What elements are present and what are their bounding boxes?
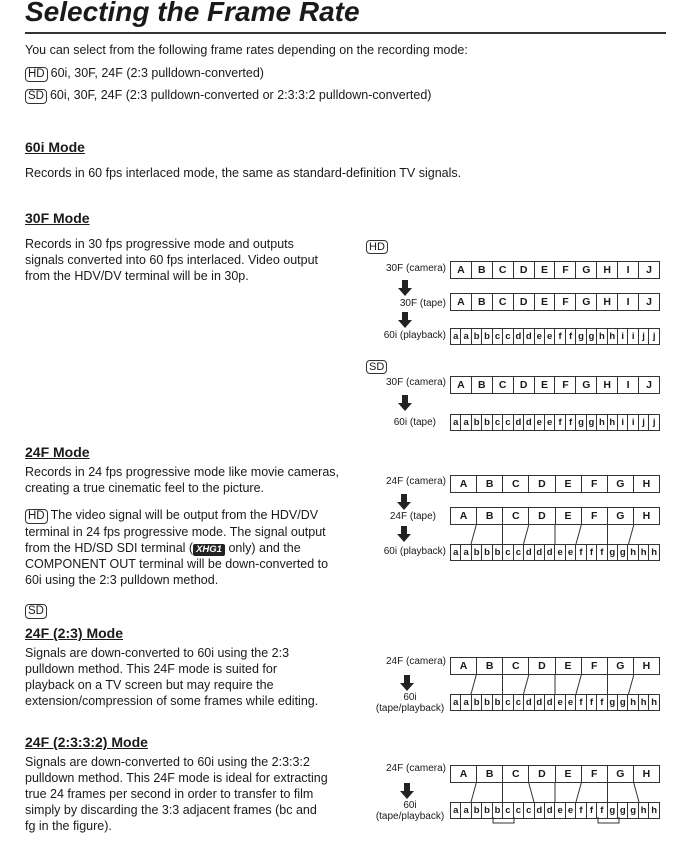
field-cell: f	[597, 545, 607, 561]
frame-cell: D	[529, 508, 555, 525]
frame-cell: F	[555, 377, 576, 394]
field-cell: e	[555, 803, 565, 819]
field-cell: f	[597, 695, 607, 711]
field-cell: a	[451, 329, 461, 345]
field-cell: h	[638, 545, 648, 561]
field-cell: e	[544, 415, 554, 431]
field-cell: b	[482, 545, 492, 561]
hd-badge: HD	[25, 67, 48, 82]
text-line: creating a true cinematic feel to the picture.	[25, 481, 265, 495]
frame-cell: D	[529, 476, 555, 493]
frame-cell: A	[451, 377, 472, 394]
field-cell: i	[618, 329, 628, 345]
field-cell: h	[628, 695, 638, 711]
field-cell: c	[492, 415, 502, 431]
frame-cell: G	[607, 766, 633, 783]
field-cell: f	[576, 695, 586, 711]
field-cell: g	[618, 803, 628, 819]
heading-24f-2332-mode: 24F (2:3:3:2) Mode	[25, 734, 148, 750]
field-cell: h	[607, 415, 617, 431]
frame-cell: I	[618, 377, 639, 394]
label-60i: 60i	[403, 692, 417, 703]
field-cell: f	[586, 545, 596, 561]
frame-cell: C	[492, 377, 513, 394]
frame-cell: G	[607, 476, 633, 493]
text-line: extension/compression of some frames while editing.	[25, 694, 319, 708]
frame-cell: E	[555, 476, 581, 493]
frame-cell: B	[477, 476, 503, 493]
text-60i-mode: Records in 60 fps interlaced mode, the same as standard-definition TV signals.	[25, 166, 462, 180]
field-cell: b	[482, 415, 492, 431]
field-cell: d	[513, 415, 523, 431]
label-60i: 60i	[403, 800, 417, 811]
field-cell: b	[471, 329, 481, 345]
frame-cell: E	[534, 262, 555, 279]
field-cell: b	[482, 803, 492, 819]
label-24f-camera: 24F (camera)	[385, 656, 446, 667]
field-cell: g	[607, 695, 617, 711]
field-cell: e	[555, 545, 565, 561]
field-cell: e	[544, 329, 554, 345]
heading-30f-mode: 30F Mode	[25, 210, 90, 226]
frame-cell: H	[597, 377, 618, 394]
text-line: terminal in 24 fps progressive mode. The signal output	[25, 525, 326, 539]
field-cell: h	[607, 329, 617, 345]
field-cell: j	[649, 329, 660, 345]
discard-bracket-fg	[598, 817, 619, 823]
heading-24f-23-mode: 24F (2:3) Mode	[25, 625, 124, 641]
field-cell: h	[597, 329, 607, 345]
field-cell: b	[471, 803, 481, 819]
field-cell: h	[628, 545, 638, 561]
field-cell: g	[586, 329, 596, 345]
field-cell: e	[534, 415, 544, 431]
text-span: The video signal will be output from the HDV/DV	[50, 508, 319, 522]
field-cell: d	[544, 545, 554, 561]
field-cell: f	[586, 695, 596, 711]
field-cell: f	[576, 545, 586, 561]
frame-cell: D	[513, 262, 534, 279]
label-24f-camera: 24F (camera)	[385, 476, 446, 487]
field-cell: c	[524, 803, 534, 819]
label-tape-playback: (tape/playback)	[375, 703, 445, 714]
field-cell: g	[618, 545, 628, 561]
frame-cell: C	[492, 294, 513, 311]
field-cell: g	[586, 415, 596, 431]
frame-cell: B	[471, 294, 492, 311]
text-line: Signals are down-converted to 60i using the 2:3:3:2	[25, 755, 310, 769]
frame-cell: C	[503, 476, 529, 493]
frame-cell: C	[503, 658, 529, 675]
field-cell: d	[513, 329, 523, 345]
frame-cell: C	[503, 508, 529, 525]
text-span: from the HD/SD SDI terminal (	[25, 541, 194, 555]
heading-60i-mode: 60i Mode	[25, 139, 85, 155]
frame-cell: B	[477, 766, 503, 783]
field-cell: d	[534, 803, 544, 819]
text-line: playback on a TV screen but may require the	[25, 678, 274, 692]
field-cell: g	[628, 803, 638, 819]
frame-cell: H	[597, 294, 618, 311]
field-cell: i	[618, 415, 628, 431]
frame-cell: I	[618, 294, 639, 311]
frame-cell: E	[534, 377, 555, 394]
label-30f-camera: 30F (camera)	[385, 377, 446, 388]
field-cell: b	[492, 545, 502, 561]
field-cell: j	[638, 329, 648, 345]
field-cell: c	[503, 695, 513, 711]
frame-cell: G	[576, 377, 597, 394]
field-cell: b	[492, 695, 502, 711]
text-line: signals converted into 60 fps interlaced. Video output	[25, 253, 319, 267]
frame-cell: E	[555, 766, 581, 783]
diagram-hd-badge: HD	[366, 240, 388, 254]
field-cell: c	[503, 329, 513, 345]
frame-cell: H	[633, 658, 659, 675]
field-cell: h	[649, 803, 660, 819]
field-cell: b	[471, 545, 481, 561]
text-line: COMPONENT OUT terminal will be down-converted to	[25, 557, 329, 571]
field-cell: d	[524, 415, 534, 431]
field-cell: e	[555, 695, 565, 711]
frame-cell: I	[618, 262, 639, 279]
frame-cell: H	[633, 476, 659, 493]
text-line: pulldown method. This 24F mode is ideal for extracting	[25, 771, 328, 785]
frame-cell: G	[607, 508, 633, 525]
field-cell: h	[638, 803, 648, 819]
field-cell: a	[461, 695, 471, 711]
frame-cell: A	[451, 476, 477, 493]
frame-cell: E	[555, 508, 581, 525]
frame-cell: A	[451, 658, 477, 675]
text-line: Signals are down-converted to 60i using the 2:3	[25, 646, 290, 660]
text-line: Records in 24 fps progressive mode like movie cameras,	[25, 465, 340, 479]
frame-cell: G	[607, 658, 633, 675]
field-cell: h	[638, 695, 648, 711]
text-line: true 24 frames per second in order to transfer to film	[25, 787, 314, 801]
label-60i-playback: 60i (playback)	[383, 546, 446, 557]
label-60i-playback: 60i (playback)	[383, 330, 446, 341]
label-24f-tape: 24F (tape)	[389, 511, 436, 522]
text-line: simply by discarding the 3:3 adjacent frames (bc and	[25, 803, 317, 817]
field-cell: c	[513, 695, 523, 711]
field-cell: f	[597, 803, 607, 819]
field-cell: a	[451, 803, 461, 819]
frame-cell: D	[529, 658, 555, 675]
text-line: pulldown method. This 24F mode is suited for	[25, 662, 277, 676]
field-cell: e	[565, 545, 575, 561]
heading-24f-mode: 24F Mode	[25, 444, 90, 460]
frame-cell: B	[477, 658, 503, 675]
frame-cell: D	[513, 294, 534, 311]
frame-cell: H	[633, 508, 659, 525]
field-cell: e	[565, 803, 575, 819]
frame-cell: F	[581, 658, 607, 675]
field-cell: a	[451, 545, 461, 561]
frame-cell: A	[451, 262, 472, 279]
field-cell: f	[565, 415, 575, 431]
field-cell: f	[576, 803, 586, 819]
frame-cell: A	[451, 766, 477, 783]
frame-cell: D	[529, 766, 555, 783]
intro-hd-text: 60i, 30F, 24F (2:3 pulldown-converted)	[50, 66, 264, 80]
field-cell: j	[638, 415, 648, 431]
frame-cell: B	[477, 508, 503, 525]
field-cell: h	[597, 415, 607, 431]
frame-cell: J	[639, 294, 660, 311]
field-cell: b	[482, 329, 492, 345]
field-cell: b	[471, 695, 481, 711]
field-cell: g	[576, 415, 586, 431]
frame-cell: A	[451, 508, 477, 525]
frame-cell: E	[534, 294, 555, 311]
field-cell: b	[471, 415, 481, 431]
diagram-sd-badge: SD	[366, 360, 387, 374]
field-cell: h	[649, 695, 660, 711]
field-cell: d	[524, 695, 534, 711]
text-line: fg in the figure).	[25, 819, 112, 833]
field-cell: c	[492, 329, 502, 345]
frame-cell: H	[597, 262, 618, 279]
field-cell: a	[461, 329, 471, 345]
field-cell: d	[524, 329, 534, 345]
frame-cell: F	[581, 508, 607, 525]
intro-text: You can select from the following frame rates depending on the recording mode:	[25, 43, 468, 57]
hd-badge: HD	[25, 509, 48, 524]
sd-badge: SD	[25, 604, 47, 619]
frame-cell: F	[555, 262, 576, 279]
frame-cell: J	[639, 262, 660, 279]
page-title: Selecting the Frame Rate	[25, 0, 360, 27]
field-cell: d	[524, 545, 534, 561]
frame-cell: F	[581, 476, 607, 493]
frame-cell: F	[581, 766, 607, 783]
xhg1-logo: XHG1	[193, 544, 225, 556]
frame-cell: C	[503, 766, 529, 783]
field-cell: g	[618, 695, 628, 711]
field-cell: e	[565, 695, 575, 711]
text-span: only) and the	[224, 541, 301, 555]
label-tape-playback: (tape/playback)	[375, 811, 445, 822]
field-cell: f	[586, 803, 596, 819]
frame-cell: J	[639, 377, 660, 394]
field-cell: d	[534, 695, 544, 711]
frame-cell: F	[555, 294, 576, 311]
field-cell: f	[555, 415, 565, 431]
field-cell: d	[544, 803, 554, 819]
field-cell: b	[482, 695, 492, 711]
frame-cell: H	[633, 766, 659, 783]
frame-cell: C	[492, 262, 513, 279]
text-line: 60i using the 2:3 pulldown method.	[25, 573, 219, 587]
field-cell: g	[607, 545, 617, 561]
field-cell: c	[503, 545, 513, 561]
frame-cell: B	[471, 377, 492, 394]
field-cell: g	[576, 329, 586, 345]
field-cell: a	[451, 695, 461, 711]
field-cell: d	[534, 545, 544, 561]
frame-cell: D	[513, 377, 534, 394]
field-cell: d	[544, 695, 554, 711]
frame-cell: B	[471, 262, 492, 279]
discard-bracket-bc	[493, 817, 514, 823]
field-cell: f	[555, 329, 565, 345]
field-cell: f	[565, 329, 575, 345]
frame-cell: G	[576, 262, 597, 279]
text-line: from the HDV/DV terminal will be in 30p.	[25, 269, 249, 283]
field-cell: c	[513, 545, 523, 561]
field-cell: c	[503, 415, 513, 431]
field-cell: c	[513, 803, 523, 819]
field-cell: i	[628, 329, 638, 345]
frame-cell: G	[576, 294, 597, 311]
text-line: Records in 30 fps progressive mode and outputs	[25, 237, 294, 251]
label-30f-tape: 30F (tape)	[399, 298, 446, 309]
field-cell: a	[451, 415, 461, 431]
label-24f-camera: 24F (camera)	[385, 763, 446, 774]
field-cell: e	[534, 329, 544, 345]
field-cell: h	[649, 545, 660, 561]
field-cell: a	[461, 415, 471, 431]
field-cell: j	[649, 415, 660, 431]
field-cell: i	[628, 415, 638, 431]
field-cell: a	[461, 545, 471, 561]
field-cell: g	[607, 803, 617, 819]
frame-cell: E	[555, 658, 581, 675]
label-60i-tape: 60i (tape)	[393, 417, 436, 428]
field-cell: c	[503, 803, 513, 819]
field-cell: a	[461, 803, 471, 819]
frame-cell: A	[451, 294, 472, 311]
intro-sd-text: 60i, 30F, 24F (2:3 pulldown-converted or 2:3:3:2 pulldown-converted)	[49, 88, 432, 102]
sd-badge: SD	[25, 89, 47, 104]
label-30f-camera: 30F (camera)	[385, 263, 446, 274]
field-cell: b	[492, 803, 502, 819]
